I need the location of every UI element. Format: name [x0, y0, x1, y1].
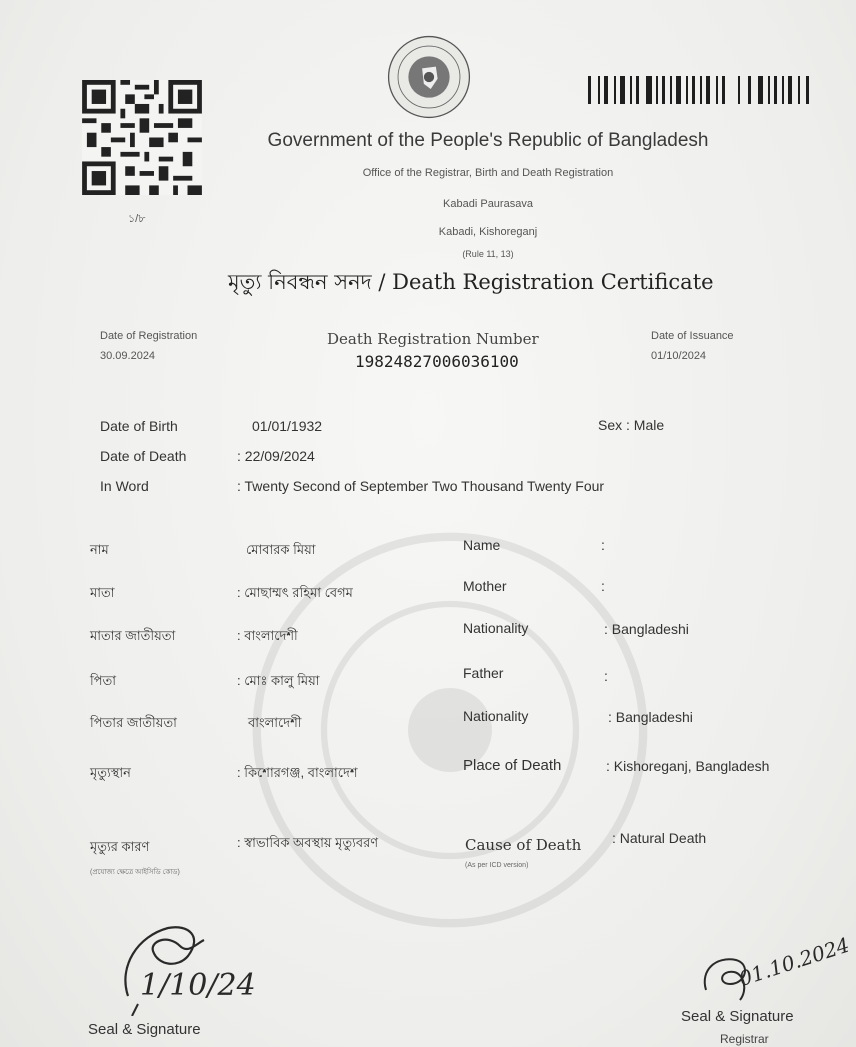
dod-label: Date of Death — [100, 448, 187, 464]
name-en-label: Name — [463, 537, 501, 553]
father-nationality-en-label: Nationality — [463, 708, 529, 724]
cause-en-label: Cause of Death — [465, 836, 582, 854]
government-emblem-icon — [386, 34, 472, 120]
father-bn-value: : মোঃ কালু মিয়া — [237, 673, 320, 688]
place-en-label: Place of Death — [463, 757, 562, 774]
father-nationality-bn-value: বাংলাদেশী — [248, 715, 302, 730]
father-en-value: : — [604, 668, 608, 684]
place-en-value: : Kishoreganj, Bangladesh — [606, 758, 770, 774]
registration-date: 30.09.2024 — [100, 350, 156, 362]
dob-value: 01/01/1932 — [252, 418, 323, 434]
barcode-icon — [588, 74, 814, 106]
cause-bn-value: : স্বাভাবিক অবস্থায় মৃত্যুবরণ — [237, 835, 379, 850]
name-bn-value: মোবারক মিয়া — [246, 542, 316, 557]
father-en-label: Father — [463, 665, 504, 681]
father-nationality-en-value: : Bangladeshi — [608, 709, 693, 725]
registration-number-label: Death Registration Number — [327, 330, 539, 348]
father-nationality-bn-label: পিতার জাতীয়তা — [90, 715, 177, 730]
cause-en-note: (As per ICD version) — [465, 862, 529, 869]
mother-bn-value: : মোছাম্মৎ রহিমা বেগম — [237, 585, 353, 600]
mother-nationality-en-label: Nationality — [463, 620, 529, 636]
issuance-date: 01/10/2024 — [651, 350, 707, 362]
cause-bn-note: (প্রযোজ্য ক্ষেত্রে আইসিডি কোড) — [90, 869, 180, 876]
sex-value: Sex : Male — [598, 417, 665, 433]
registrar-label: Registrar — [720, 1032, 769, 1046]
certificate-title: মৃত্যু নিবন্ধন সনদ / Death Registration Certificate — [228, 270, 714, 294]
place-bn-label: মৃত্যুস্থান — [90, 765, 131, 780]
mother-nationality-bn-value: : বাংলাদেশী — [237, 628, 298, 643]
rule-reference: (Rule 11, 13) — [462, 249, 514, 259]
name-en-value: : — [601, 537, 605, 553]
cause-bn-label: মৃত্যুর কারণ — [90, 839, 150, 854]
dob-label: Date of Birth — [100, 418, 178, 434]
left-seal-label: Seal & Signature — [88, 1021, 201, 1038]
dod-value: : 22/09/2024 — [237, 448, 315, 464]
mother-en-label: Mother — [463, 578, 507, 594]
district-name: Kabadi, Kishoreganj — [438, 226, 538, 238]
mother-nationality-en-value: : Bangladeshi — [604, 621, 689, 637]
left-signature-date: 1/10/24 — [140, 968, 256, 1003]
place-bn-value: : কিশোরগঞ্জ, বাংলাদেশ — [237, 765, 358, 780]
qr-caption: ১/৮ — [128, 213, 146, 225]
right-signature-date: 01.10.2024 — [736, 932, 853, 991]
name-bn-label: নাম — [90, 542, 109, 557]
office-name: Office of the Registrar, Birth and Death Registration — [362, 167, 614, 179]
government-title: Government of the People's Republic of Bangladesh — [267, 130, 709, 151]
cause-en-value: : Natural Death — [612, 830, 707, 846]
paurasava-name: Kabadi Paurasava — [443, 198, 533, 210]
registration-number: 19824827006036100 — [355, 352, 519, 371]
inword-value: : Twenty Second of September Two Thousand Twenty Four — [237, 478, 605, 494]
watermark-emblem-icon — [240, 520, 660, 940]
mother-bn-label: মাতা — [90, 585, 115, 600]
father-bn-label: পিতা — [90, 673, 117, 688]
inword-label: In Word — [100, 478, 149, 494]
right-seal-label: Seal & Signature — [681, 1008, 794, 1025]
mother-nationality-bn-label: মাতার জাতীয়তা — [90, 628, 176, 643]
registration-date-label: Date of Registration — [100, 330, 198, 342]
mother-en-value: : — [601, 578, 605, 594]
issuance-date-label: Date of Issuance — [651, 330, 734, 342]
